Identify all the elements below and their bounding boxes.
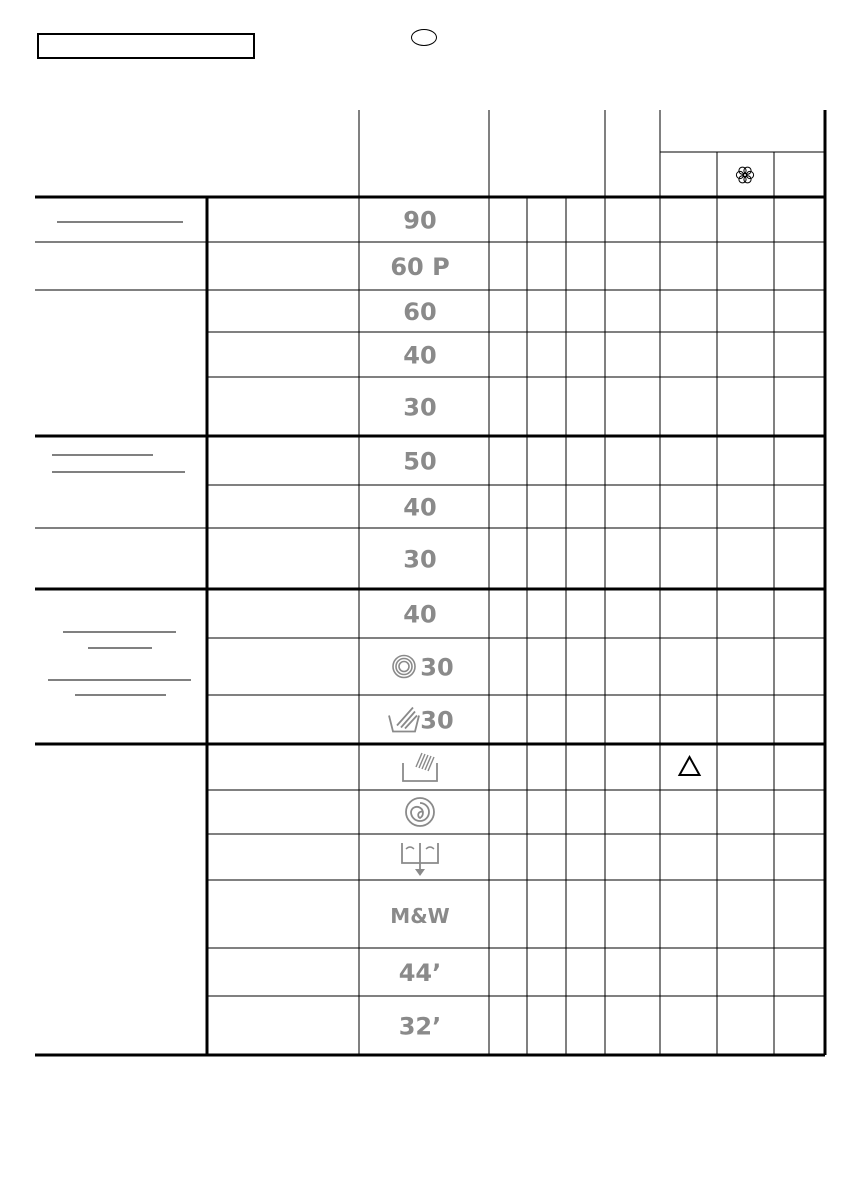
wool-icon	[393, 656, 415, 678]
program-label: 60 P	[390, 253, 450, 281]
shower-drop	[425, 756, 431, 770]
spin-spiral	[411, 803, 429, 821]
program-label: 30	[403, 545, 437, 574]
flower-icon	[736, 167, 753, 183]
hand	[397, 708, 417, 729]
triangle-icon	[680, 757, 700, 775]
program-label: M&W	[390, 904, 450, 928]
program-label: 30	[420, 706, 454, 735]
table-marks	[680, 757, 700, 775]
program-label: 44’	[398, 959, 442, 987]
rinse-icon	[403, 753, 437, 781]
program-label: 30	[403, 393, 437, 422]
shower-drop	[422, 755, 428, 769]
program-label: 40	[403, 493, 437, 522]
program-label: 50	[403, 447, 437, 476]
program-label: 60	[403, 298, 437, 326]
wool-ring	[399, 662, 409, 672]
drain-icon	[402, 843, 438, 876]
group-title-underlines	[48, 222, 191, 695]
program-label: 32’	[398, 1012, 442, 1041]
program-label: 90	[403, 206, 437, 235]
shower-drop	[428, 757, 434, 771]
program-label: 40	[403, 341, 437, 370]
program-label: 30	[420, 653, 454, 682]
shower-drop	[419, 754, 425, 768]
hand-wash-icon	[389, 708, 419, 732]
program-label: 40	[403, 600, 437, 629]
spin-icon	[406, 798, 434, 826]
drain-arrow-head	[415, 869, 425, 876]
shower-drop	[416, 753, 422, 767]
